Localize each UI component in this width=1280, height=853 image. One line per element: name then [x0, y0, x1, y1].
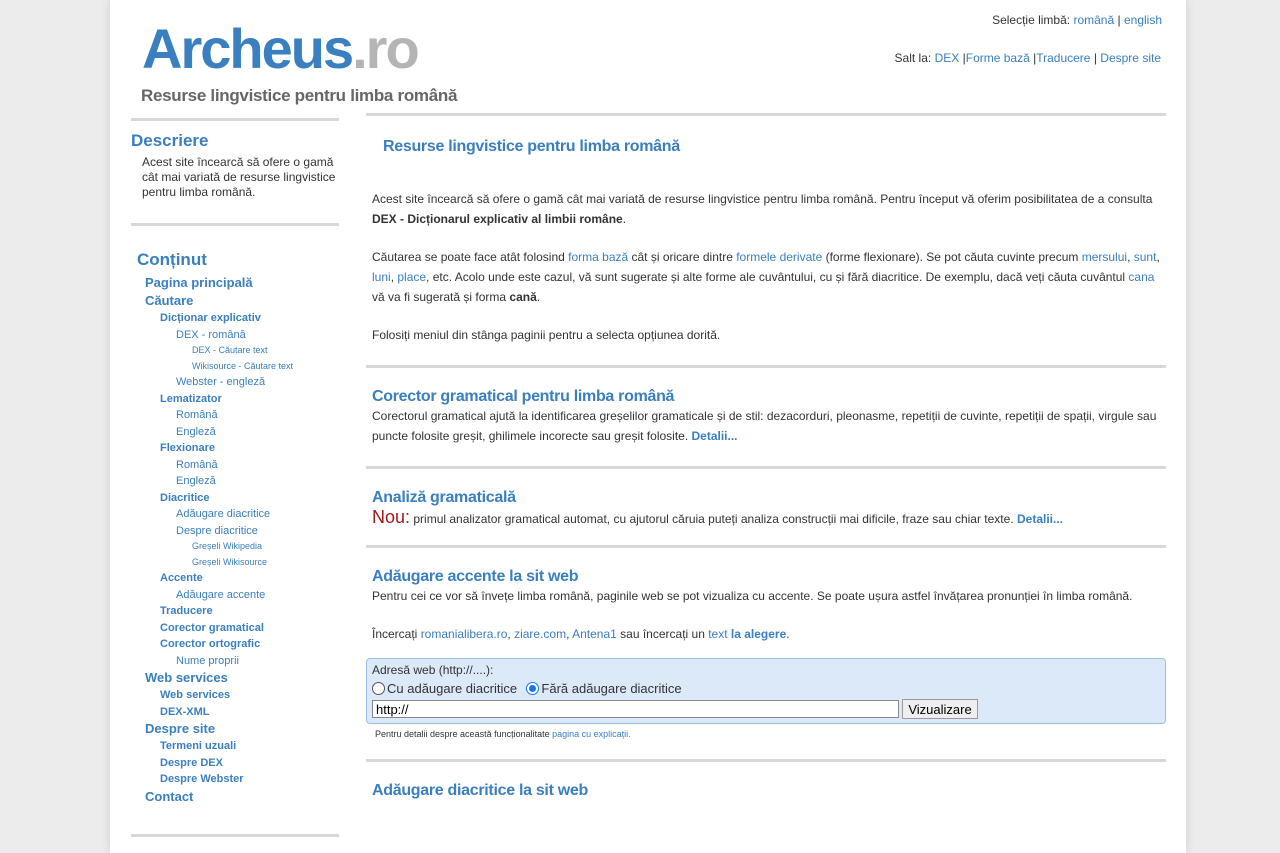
- grammar-title[interactable]: Corector gramatical pentru limba română: [372, 388, 675, 405]
- site-tagline: Resurse lingvistice pentru limba română: [141, 86, 458, 105]
- sidebar-item-despre-diacritice[interactable]: Despre diacritice: [176, 524, 258, 537]
- sidebar-item-corector-gramatical[interactable]: Corector gramatical: [160, 621, 264, 634]
- sidebar-item-webster-engleză[interactable]: Webster - engleză: [176, 376, 266, 388]
- sidebar-item-diacritice[interactable]: Diacritice: [160, 491, 210, 504]
- sidebar-divider: [131, 223, 339, 226]
- separator: |: [1093, 51, 1097, 65]
- accents-text: Pentru cei ce vor să învețe limba română, paginile web se pot vizualiza cu accente. Se poate ușura astfel învățarea pronunției în limba română.: [372, 589, 1133, 603]
- analysis-text: Nou: primul analizator gramatical automat, cu ajutorul căruia puteți analiza construcții mai dificile, fraze sau chiar texte. Detalii...: [372, 507, 1063, 527]
- explanation-link[interactable]: pagina cu explicații.: [552, 729, 631, 739]
- accents-title[interactable]: Adăugare accente la sit web: [372, 568, 579, 585]
- example-cana-link[interactable]: cana: [1128, 270, 1155, 284]
- language-label: Selecție limbă:: [992, 13, 1071, 27]
- section-divider: [366, 466, 1166, 469]
- sidebar-divider: [131, 834, 339, 837]
- text-link[interactable]: text: [708, 627, 728, 641]
- site-ziare-link[interactable]: ziare.com: [514, 627, 567, 641]
- description-title: Descriere: [131, 131, 209, 150]
- intro-paragraph-3: Folosiți meniul din stânga paginii pentru a selecta opțiunea dorită.: [372, 328, 721, 342]
- intro-title: Resurse lingvistice pentru limba română: [383, 138, 680, 155]
- separator: |: [1117, 13, 1121, 27]
- site-antena1-link[interactable]: Antena1: [572, 627, 617, 641]
- example-place-link[interactable]: place: [397, 270, 427, 284]
- diacritics-section-title[interactable]: Adăugare diacritice la sit web: [372, 782, 588, 799]
- visualize-form: [366, 658, 1166, 724]
- sidebar-item-engleză[interactable]: Engleză: [176, 425, 216, 438]
- section-divider: [366, 759, 1166, 762]
- jump-label: Salt la:: [894, 51, 932, 65]
- url-input[interactable]: [372, 700, 899, 718]
- radio-without-diacritics[interactable]: [526, 682, 539, 695]
- example-sunt-link[interactable]: sunt: [1133, 250, 1157, 264]
- jump-forme-baza-link[interactable]: Forme bază: [965, 51, 1030, 65]
- choice-link[interactable]: la alegere: [730, 627, 787, 641]
- radio-with-diacritics[interactable]: [372, 682, 385, 695]
- sidebar-item-web-services[interactable]: Web services: [160, 689, 231, 701]
- section-divider: [366, 365, 1166, 368]
- main-content: [366, 113, 1166, 800]
- sidebar-item-contact[interactable]: Contact: [145, 788, 194, 804]
- form-note: Pentru detalii despre această funcționalitate pagina cu explicații.: [375, 729, 631, 739]
- intro-paragraph-1: Acest site încearcă să ofere o gamă cât mai variată de resurse lingvistice pentru limba română. Pentru început vă oferim posibilitatea de a consulta DEX - Dicționarul explicativ al limbii române.: [372, 192, 1153, 226]
- intro-paragraph-2: Căutarea se poate face atât folosind forma bază cât și oricare dintre formele derivate (forme flexionare). Se pot căuta cuvinte precum mersului, sunt, luni, place, etc. Acolo unde este cazul, vă sunt sugerate și alte forme ale cuvântului, cu și fără diacritice. De exemplu, dacă veți căuta cuvântul cana vă va fi sugerată și forma cană.: [372, 250, 1160, 304]
- sidebar-item-adăugare-diacritice[interactable]: Adăugare diacritice: [176, 508, 271, 520]
- forma-baza-link[interactable]: forma bază: [568, 250, 629, 264]
- sidebar-item-termeni-uzuali[interactable]: Termeni uzuali: [160, 740, 237, 752]
- sidebar-nav: [131, 274, 339, 806]
- sidebar-item-căutare[interactable]: Căutare: [145, 293, 194, 308]
- new-badge: Nou:: [372, 507, 411, 527]
- formele-derivate-link[interactable]: formele derivate: [736, 250, 823, 264]
- jump-despre-site-link[interactable]: Despre site: [1100, 51, 1161, 65]
- diacritics-options: [372, 681, 1160, 696]
- section-divider: [366, 113, 1166, 116]
- sidebar-item-română[interactable]: Română: [176, 458, 218, 471]
- sidebar-item-greșeli-wikisource[interactable]: Greșeli Wikisource: [192, 556, 268, 567]
- visualize-button[interactable]: Vizualizare: [902, 699, 977, 719]
- site-romanialibera-link[interactable]: romanialibera.ro: [420, 627, 508, 641]
- sidebar-item-engleză[interactable]: Engleză: [176, 475, 216, 487]
- site-logo[interactable]: [142, 14, 418, 84]
- sidebar-item-despre-site[interactable]: Despre site: [145, 721, 216, 736]
- example-mersului-link[interactable]: mersului: [1081, 250, 1128, 264]
- sidebar-divider: [131, 118, 339, 121]
- separator: |: [1033, 51, 1037, 65]
- sidebar-item-web-services[interactable]: Web services: [145, 670, 228, 685]
- section-divider: [366, 545, 1166, 548]
- sidebar-item-dicționar-explicativ[interactable]: Dicționar explicativ: [160, 312, 261, 324]
- grammar-details-link[interactable]: Detalii...: [691, 429, 738, 443]
- sidebar-item-accente[interactable]: Accente: [160, 572, 203, 584]
- url-label: Adresă web (http://....):: [372, 663, 494, 677]
- jump-dex-link[interactable]: DEX: [934, 51, 960, 65]
- language-romana-link[interactable]: română: [1073, 13, 1115, 27]
- page: [110, 0, 1186, 853]
- separator: |: [962, 51, 966, 65]
- content-title: Conținut: [137, 250, 207, 269]
- url-row: [372, 699, 1160, 719]
- sidebar-item-nume-proprii[interactable]: Nume proprii: [176, 654, 239, 667]
- sidebar-item-despre-dex[interactable]: Despre DEX: [160, 756, 223, 769]
- sidebar-item-corector-ortografic[interactable]: Corector ortografic: [160, 638, 261, 650]
- radio-without-diacritics-label[interactable]: Fără adăugare diacritice: [541, 681, 682, 696]
- example-luni-link[interactable]: luni: [372, 270, 391, 284]
- sidebar-item-lematizator[interactable]: Lematizator: [160, 392, 222, 405]
- sidebar-item-adăugare-accente[interactable]: Adăugare accente: [176, 588, 266, 601]
- grammar-text: Corectorul gramatical ajută la identificarea greșelilor gramaticale și de stil: dezacorduri, pleonasme, repetiții de cuvinte, repetiții de spații, virgule sau puncte folosite greșit, ghilimele incorecte sau greșit folosite. Detalii...: [372, 409, 1157, 443]
- jump-links: [895, 51, 1161, 65]
- sidebar-item-greșeli-wikipedia[interactable]: Greșeli Wikipedia: [192, 541, 263, 551]
- logo-text: Archeus: [142, 17, 353, 80]
- sidebar-item-traducere[interactable]: Traducere: [160, 605, 213, 617]
- jump-traducere-link[interactable]: Traducere: [1036, 51, 1091, 65]
- sidebar-item-flexionare[interactable]: Flexionare: [160, 442, 216, 454]
- analysis-details-link[interactable]: Detalii...: [1016, 512, 1063, 526]
- radio-with-diacritics-label[interactable]: Cu adăugare diacritice: [387, 681, 518, 696]
- sidebar-item-despre-webster[interactable]: Despre Webster: [160, 773, 244, 785]
- language-english-link[interactable]: english: [1123, 13, 1162, 27]
- sidebar-item-dex-română[interactable]: DEX - română: [176, 328, 246, 341]
- analysis-title[interactable]: Analiză gramaticală: [372, 489, 516, 506]
- sidebar-item-dex-căutare-text[interactable]: DEX - Căutare text: [192, 345, 268, 355]
- language-selector: [992, 13, 1162, 27]
- accents-try: Încercați romanialibera.ro, ziare.com, Antena1 sau încercați un text la alegere.: [372, 627, 790, 641]
- sidebar: [131, 118, 339, 837]
- sidebar-item-pagina-principală[interactable]: Pagina principală: [145, 275, 253, 290]
- description-text: Acest site încearcă să ofere o gamă cât mai variată de resurse lingvistice pentru limba română.: [142, 155, 336, 199]
- sidebar-item-wikisource-căutare-text[interactable]: Wikisource - Căutare text: [192, 360, 294, 371]
- sidebar-item-română[interactable]: Română: [176, 409, 218, 421]
- sidebar-item-dex-xml[interactable]: DEX-XML: [160, 705, 210, 718]
- logo-domain: .ro: [352, 17, 418, 80]
